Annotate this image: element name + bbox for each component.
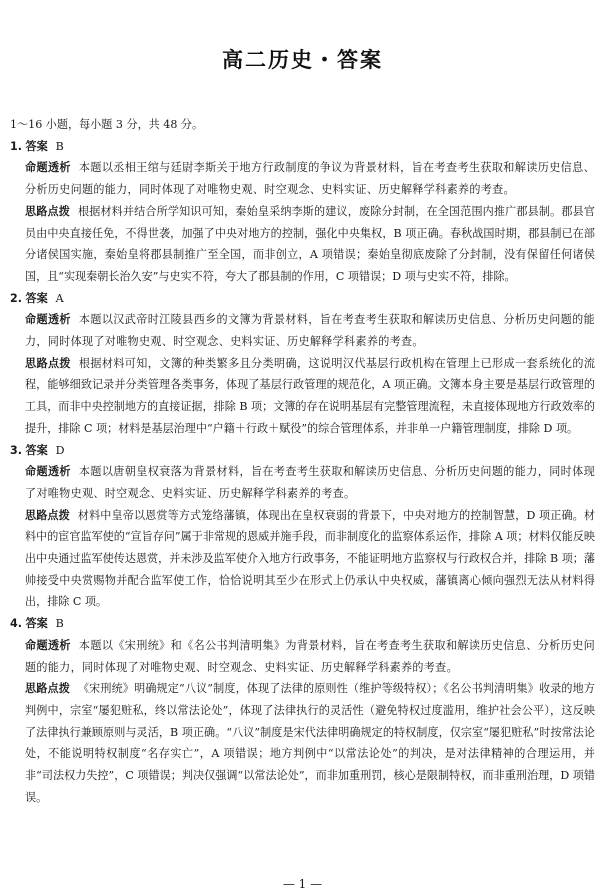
hint-text-rest: 郡县官员由中央直接任免，不得世袭，加强了中央对地方的控制，强化中央集权，B 项正确。春秋战国时期，郡县制已在部分诸侯国实施，秦始皇将郡县制推广至全国，而非创立，A 项错误；秦始皇彻底废除了分封制，没有保留任何诸侯国，且“实现秦朝长治久安”与史实不符，夸大了郡县制的作用，C 项错误；D 项与史实不符，排除。 — [25, 204, 595, 283]
hint-paragraph — [10, 505, 595, 614]
answer-label: 答案 — [25, 443, 48, 457]
analysis-label: 命题透析 — [25, 161, 71, 175]
question-number: 3. — [10, 443, 22, 457]
hint-label: 思路点拨 — [25, 356, 71, 370]
question-number: 1. — [10, 139, 22, 153]
hint-text-first: 《宋刑统》明确规定“八议”制度，体现了法律的原则性（维护等级特权）；《名公书判清明集》收录的 — [77, 682, 573, 696]
answer-value: B — [55, 139, 64, 153]
analysis-paragraph — [10, 635, 595, 678]
page-number: — 1 — — [282, 877, 323, 891]
hint-text-rest: 确。材料中的宦官监军使的“宣旨存问”属于非常规的恩威并施手段，而非制度化的监察体系运作，排除 A 项；材料仅能反映出中央通过监军使传达恩赏，并未涉及监军使介入地方行政事务，不能证明地方监察权与行政权合并，排除 B 项；藩帅接受中央赏赐物并配合监军使工作，恰恰说明其至少在形式上仍承认中央权威，藩镇离心倾向强烈无法从材料得出，排除 C 项。 — [25, 508, 596, 609]
answer-value: B — [55, 617, 64, 631]
analysis-text: 本题以丞相王绾与廷尉李斯关于地方行政制度的争议为背景材料，旨在考查考生获取和解读历史信息、分析历史问题的能力，同时体现了对唯物史观、时空观念、史料实证、历史解释学科素养的考查。 — [25, 161, 595, 197]
hint-text-first: 根据材料并结合所学知识可知，秦始皇采纳李斯的建议，废除分封制，在全国范围内推广郡县制。 — [77, 204, 562, 218]
analysis-paragraph — [10, 157, 595, 200]
question-block — [10, 440, 595, 614]
score-summary: 1～16 小题，每小题 3 分，共 48 分。 — [10, 118, 204, 131]
hint-text-rest: 地方判例中，宗室“屡犯赃私，终以常法论处”，体现了法律执行的灵活性（避免特权过度滥用，维护社会公平），这反映了法律执行兼顾原则与灵活，B 项正确。“八议”制度是宋代法律明确规定的特权制度，仅宗室“屡犯赃私”时按常法论处，不能说明特权制度“名存实亡”，A 项错误；地方判例中“以常法论处”的判决，是对法律精神的合理运用，并非“司法权力失控”，C 项错误；判决仅强调“以常法论处”，而非加重刑罚，核心是限制特权，而非重刑治理，D 项错误。 — [25, 682, 595, 804]
hint-label: 思路点拨 — [25, 508, 70, 522]
answer-label: 答案 — [25, 617, 48, 631]
analysis-label: 命题透析 — [25, 313, 71, 327]
analysis-paragraph — [10, 309, 595, 352]
answer-label: 答案 — [25, 139, 48, 153]
hint-text-first: 根据材料可知，文簿的种类繁多且分类明确，这说明汉代基层行政机构在管理上已形成一套系统化 — [78, 356, 573, 370]
analysis-label: 命题透析 — [25, 638, 71, 652]
analysis-text: 本题以汉武帝时江陵县西乡的文簿为背景材料，旨在考查考生获取和解读历史信息、分析历史问题的能力，同时体现了对唯物史观、时空观念、史料实证、历史解释学科素养的考查。 — [25, 313, 595, 349]
hint-label: 思路点拨 — [25, 682, 70, 696]
answer-value: D — [55, 443, 65, 457]
question-header — [10, 440, 595, 462]
question-number: 2. — [10, 291, 22, 305]
question-block — [10, 288, 595, 440]
hint-paragraph — [10, 201, 595, 288]
hint-text-first: 材料中皇帝以恩赏等方式笼络藩镇，体现出在皇权衰弱的背景下，中央对地方的控制智慧，D 项正 — [77, 508, 562, 522]
hint-label: 思路点拨 — [25, 204, 70, 218]
analysis-text: 本题以唐朝皇权衰落为背景材料，旨在考查考生获取和解读历史信息、分析历史问题的能力，同时体现了对唯物史观、时空观念、史料实证、历史解释学科素养的考查。 — [25, 465, 595, 500]
hint-text-rest: 的流程，能够细致记录并分类管理各类事务，体现了基层行政管理的规范化，A 项正确。文簿本身主要是基层行政管理的工具，而非中央控制地方的直接证据，排除 B 项；文簿的存在说明基层有完整管理流程，未直接体现地方行政效率的提升，排除 C 项；材料是基层治理中“户籍＋行政＋赋役”的综合管理体系，并非单一户籍管理制度，排除 D 项。 — [25, 356, 595, 435]
question-header — [10, 613, 595, 635]
hint-paragraph — [10, 678, 595, 808]
question-block — [10, 136, 595, 288]
hint-paragraph — [10, 353, 595, 440]
page-title: 高二历史・答案 — [222, 48, 383, 72]
analysis-label: 命题透析 — [25, 465, 71, 479]
analysis-paragraph — [10, 461, 595, 504]
question-header — [10, 288, 595, 310]
answer-value: A — [55, 291, 64, 305]
answer-label: 答案 — [25, 291, 48, 305]
analysis-text: 本题以《宋刑统》和《名公书判清明集》为背景材料，旨在考查考生获取和解读历史信息、分析历史问题的能力，同时体现了对唯物史观、时空观念、史料实证、历史解释学科素养的考查。 — [25, 638, 595, 674]
question-number: 4. — [10, 617, 22, 631]
question-block — [10, 613, 595, 808]
answer-content — [10, 114, 595, 809]
question-header — [10, 136, 595, 158]
